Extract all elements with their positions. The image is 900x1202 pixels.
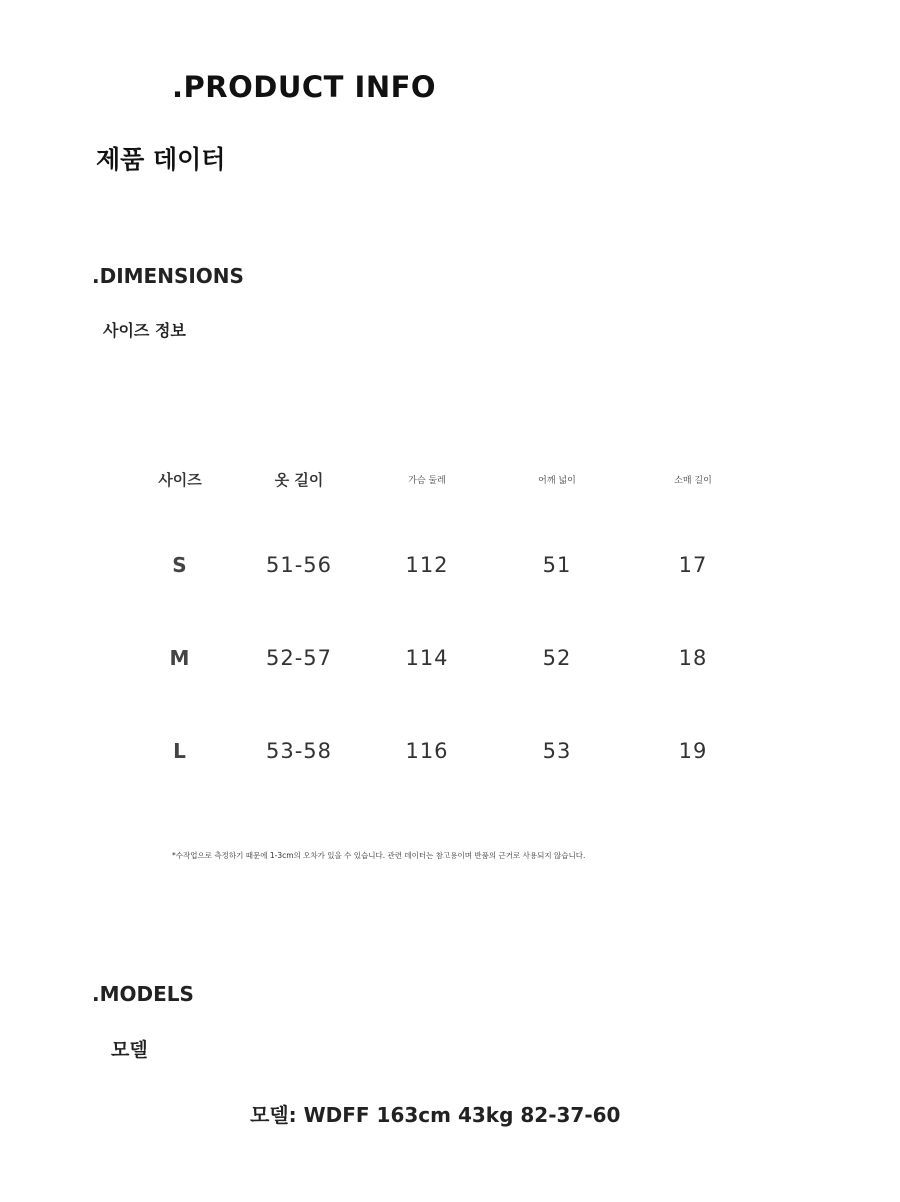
sleeve-cell: 18 xyxy=(678,645,708,670)
table-row xyxy=(126,518,762,611)
shoulder-cell: 51 xyxy=(542,552,572,577)
size-label: S xyxy=(172,552,188,577)
size-table-header xyxy=(126,440,762,518)
dimensions-title: .DIMENSIONS xyxy=(92,264,244,288)
column-header-shoulder: 어깨 넓이 xyxy=(538,475,576,486)
chest-cell: 114 xyxy=(405,645,449,670)
column-header-sleeve: 소매 길이 xyxy=(674,475,712,486)
models-subtitle: 모델 xyxy=(111,1039,148,1061)
size-label: L xyxy=(173,738,187,763)
table-row xyxy=(126,611,762,704)
chest-cell: 116 xyxy=(405,738,449,763)
product-info-subtitle: 제품 데이터 xyxy=(96,145,226,174)
dimensions-subtitle: 사이즈 정보 xyxy=(103,321,186,340)
model-info: 모델: WDFF 163cm 43kg 82-37-60 xyxy=(250,1103,621,1127)
product-info-title: .PRODUCT INFO xyxy=(172,70,437,104)
length-cell: 52-57 xyxy=(265,645,333,670)
models-title: .MODELS xyxy=(92,982,194,1006)
column-header-size: 사이즈 xyxy=(158,470,202,489)
chest-cell: 112 xyxy=(405,552,449,577)
length-cell: 51-56 xyxy=(265,552,333,577)
sleeve-cell: 19 xyxy=(678,738,708,763)
shoulder-cell: 52 xyxy=(542,645,572,670)
size-label: M xyxy=(169,645,191,670)
size-table xyxy=(126,440,762,797)
sleeve-cell: 17 xyxy=(678,552,708,577)
shoulder-cell: 53 xyxy=(542,738,572,763)
table-row xyxy=(126,704,762,797)
measurement-note: *수작업으로 측정하기 때문에 1-3cm의 오차가 있을 수 있습니다. 관련 데이터는 참고용이며 반품의 근거로 사용되지 않습니다. xyxy=(172,851,586,860)
column-header-length: 옷 길이 xyxy=(274,470,324,489)
column-header-chest: 가슴 둘레 xyxy=(408,475,446,486)
length-cell: 53-58 xyxy=(265,738,333,763)
